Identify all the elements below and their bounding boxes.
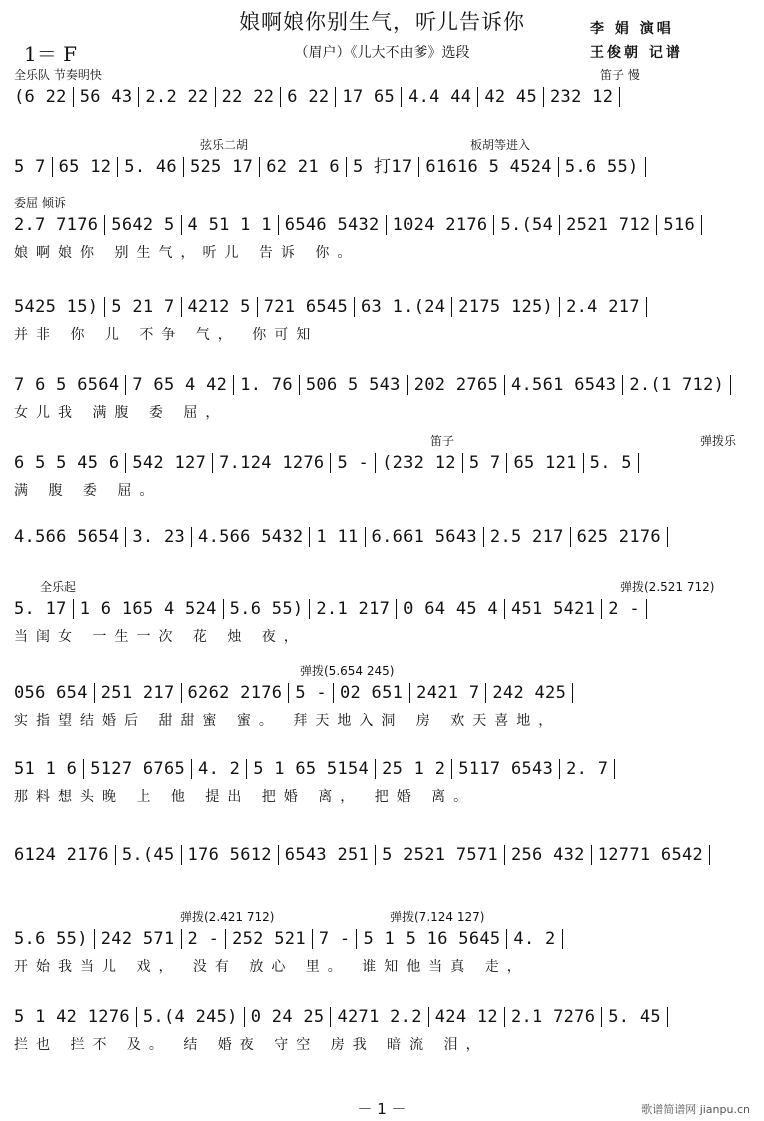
measure: 5.6 55) [14,929,95,949]
measure: 6543 251 [285,845,376,865]
measures [14,1004,750,1030]
measure: 4271 2.2 [337,1007,428,1027]
song-subtitle: （眉户）《儿大不由爹》选段 [294,45,470,61]
lyric-line: 娘啊娘你 别生气，听儿 告诉 你。 [14,245,360,261]
measure: 63 1.(24 [361,297,452,317]
measure: 5. 17 [14,599,74,619]
measure: 2.(1 712) [629,375,731,395]
measure: 25 1 2 [382,759,452,779]
measure: 2.1 217 [316,599,397,619]
measure: 2.7 7176 [14,215,105,235]
notation-line [0,80,764,114]
measure: 2.2 22 [145,87,215,107]
measure: 424 12 [435,1007,505,1027]
measure: 056 654 [14,683,95,703]
measures [14,842,750,868]
notation-line [0,838,764,872]
performance-direction: 弦乐二胡 [200,138,249,152]
notation-line [0,208,764,242]
measure: 5.(4 245) [143,1007,245,1027]
measures [14,212,750,238]
measure: 0 64 45 4 [403,599,505,619]
measure: 5 1 65 5154 [253,759,376,779]
measure: 4212 5 [188,297,258,317]
lyric-line: 实指望结婚后 甜甜蜜 蜜。 拜天地入洞 房 欢天喜地， [14,713,561,729]
measure: 6 22 [287,87,336,107]
lyric-line: 拦也 拦不 及。 结 婚夜 守空 房我 暗流 泪， [14,1037,488,1053]
performance-direction: 笛子 慢 [600,68,640,82]
measure: 2 - [608,599,647,619]
measure: 2 - [188,929,227,949]
measures [14,154,750,180]
measure: 5 - [337,453,376,473]
measure: 65 121 [513,453,583,473]
measure: 4 51 1 1 [188,215,279,235]
performance-direction: 板胡等进入 [470,138,531,152]
performance-direction: 弹拨(2.421 712) [180,910,275,924]
performance-direction: 弹拨(7.124 127) [390,910,485,924]
measure: (232 12 [382,453,463,473]
measure: 232 12 [550,87,620,107]
notation-line [0,520,764,554]
measure: 5.(54 [500,215,560,235]
lyric-line: 满 腹 委 屈。 [14,483,162,499]
measure: 5 7 [14,157,53,177]
measure: 506 5 543 [306,375,408,395]
measure: 51 1 6 [14,759,84,779]
measures [14,926,750,952]
measure: 242 425 [492,683,573,703]
measure: 12771 6542 [598,845,710,865]
measure: 5127 6765 [90,759,192,779]
notation-line [0,676,764,710]
measure: 5 1 42 1276 [14,1007,137,1027]
measures [14,450,750,476]
notation-line [0,592,764,626]
notation-line [0,446,764,480]
measure: 4.566 5432 [198,527,310,547]
measure: 256 432 [511,845,592,865]
page-number: － 1 － [357,1100,407,1118]
measure: 61616 5 4524 [425,157,558,177]
notator-credit: 王俊朝 记谱 [590,45,683,61]
measure: 5. 5 [590,453,639,473]
measure: 4. 2 [198,759,247,779]
measure: 5.(45 [122,845,182,865]
measure: 542 127 [132,453,213,473]
watermark: 歌谱简谱网 jianpu.cn [641,1103,750,1116]
measure: 4.566 5654 [14,527,126,547]
lyric-line: 并非 你 儿 不争 气， 你可知 [14,327,319,343]
lyric-line: 开始我当儿 戏， 没有 放心 里。 谁知他当真 走， [14,959,529,975]
measure: 7 - [319,929,358,949]
measure: 62 21 6 [266,157,347,177]
measure: 2. 7 [566,759,615,779]
song-title: 娘啊娘你别生气，听儿告诉你 [239,10,525,34]
measure: 17 65 [342,87,402,107]
measure: 7 6 5 6564 [14,375,126,395]
measure: 5 - [295,683,334,703]
measure: 1024 2176 [393,215,495,235]
measure: 251 217 [101,683,182,703]
performance-direction: 委屈 倾诉 [14,196,66,210]
measure: 5.6 55) [230,599,311,619]
measure: 451 5421 [511,599,602,619]
measure: 2521 712 [566,215,657,235]
measures [14,84,750,110]
key-signature: 1＝ F [24,42,77,66]
singer-credit: 李 娟 演唱 [590,21,674,37]
measure: 4.4 44 [408,87,478,107]
measure: 0 24 25 [251,1007,332,1027]
measure: (6 22 [14,87,74,107]
measure: 2.1 7276 [511,1007,602,1027]
measure: 4. 2 [513,929,562,949]
performance-direction: 弹拨(5.654 245) [300,664,395,678]
notation-line [0,1000,764,1034]
lyric-line: 女儿我 满腹 委 屈， [14,405,228,421]
measure: 22 22 [222,87,282,107]
measure: 1 11 [316,527,365,547]
measure: 6262 2176 [188,683,290,703]
measure: 1 6 165 4 524 [80,599,224,619]
measure: 5 21 7 [111,297,181,317]
measure: 5 7 [469,453,508,473]
measure: 202 2765 [414,375,505,395]
measures [14,294,750,320]
measure: 6.661 5643 [372,527,484,547]
measure: 5 1 5 16 5645 [363,929,507,949]
notation-line [0,290,764,324]
measure: 242 571 [101,929,182,949]
measure: 02 651 [340,683,410,703]
measure: 525 17 [190,157,260,177]
measure: 2175 125) [458,297,560,317]
notation-line [0,922,764,956]
measure: 7 65 4 42 [132,375,234,395]
measure: 65 12 [59,157,119,177]
measure: 56 43 [80,87,140,107]
performance-direction: 弹拨(2.521 712) [620,580,715,594]
measure: 5 2521 7571 [382,845,505,865]
measure: 516 [663,215,702,235]
measure: 721 6545 [264,297,355,317]
lyric-line: 当闺女 一生一次 花 烛 夜， [14,629,306,645]
measure: 252 521 [232,929,313,949]
measure: 5642 5 [111,215,181,235]
measures [14,756,750,782]
measure: 5425 15) [14,297,105,317]
measure: 625 2176 [577,527,668,547]
measure: 42 45 [484,87,544,107]
measure: 1. 76 [240,375,300,395]
measure: 7.124 1276 [219,453,331,473]
measure: 5117 6543 [458,759,560,779]
measure: 5. 46 [124,157,184,177]
performance-direction: 全乐起 [40,580,77,594]
performance-direction: 全乐队 节奏明快 [14,68,102,82]
notation-line [0,752,764,786]
measure: 2.4 217 [566,297,647,317]
measure: 6546 5432 [285,215,387,235]
notation-line [0,150,764,184]
measures [14,596,750,622]
performance-direction: 笛子 [430,434,455,448]
notation-line [0,368,764,402]
lyric-line: 那料想头晚 上 他 提出 把婚 离， 把婚 离。 [14,789,476,805]
measures [14,372,750,398]
measure: 176 5612 [188,845,279,865]
measure: 5.6 55) [565,157,646,177]
measures [14,680,750,706]
performance-direction: 弹拨乐 [700,434,737,448]
measure: 3. 23 [132,527,192,547]
measure: 5. 45 [608,1007,668,1027]
measure: 2421 7 [416,683,486,703]
measures [14,524,750,550]
measure: 6 5 5 45 6 [14,453,126,473]
measure: 6124 2176 [14,845,116,865]
measure: 2.5 217 [490,527,571,547]
measure: 5 打17 [353,157,419,177]
measure: 4.561 6543 [511,375,623,395]
